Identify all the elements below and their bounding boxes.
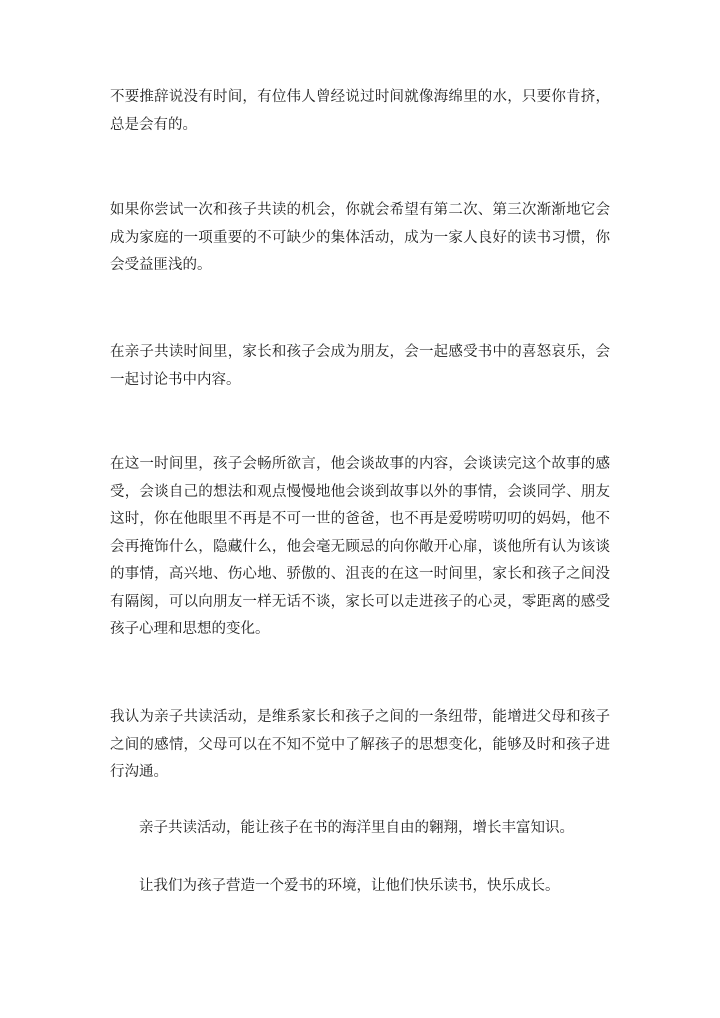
paragraph-try-reading: 如果你尝试一次和孩子共读的机会，你就会希望有第二次、第三次渐渐地它会成为家庭的一项重要的不可缺少的集体活动，成为一家人良好的读书习惯，你会受益匪浅的。 [110, 202, 610, 273]
paragraph-bond: 我认为亲子共读活动，是维系家长和孩子之间的一条纽带，能增进父母和孩子之间的感情，父母可以在不知不觉中了解孩子的思想变化，能够及时和孩子进行沟通。 [110, 709, 610, 780]
paragraph-closing: 让我们为孩子营造一个爱书的环境，让他们快乐读书，快乐成长。 [139, 878, 560, 894]
paragraph-become-friends: 在亲子共读时间里，家长和孩子会成为朋友，会一起感受书中的喜怒哀乐，会一起讨论书中内容。 [110, 344, 610, 388]
paragraph-time-excuse: 不要推辞说没有时间，有位伟人曾经说过时间就像海绵里的水，只要你肯挤，总是会有的。 [110, 89, 610, 133]
paragraph-knowledge: 亲子共读活动，能让孩子在书的海洋里自由的翱翔，增长丰富知识。 [139, 820, 574, 836]
paragraph-child-speaks: 在这一时间里，孩子会畅所欲言，他会谈故事的内容，会谈读完这个故事的感受，会谈自己的想法和观点慢慢地他会谈到故事以外的事情，会谈同学、朋友这时，你在他眼里不再是不可一世的爸爸，也不再是爱唠唠叨叨的妈妈，他不会再掩饰什么，隐藏什么，他会毫无顾忌的向你敞开心扉，谈他所有认为该谈的事情，高兴地、伤心地、骄傲的、沮丧的在这一时间里，家长和孩子之间没有隔阂，可以向朋友一样无话不谈，家长可以走进孩子的心灵，零距离的感受孩子心理和思想的变化。 [110, 456, 610, 637]
